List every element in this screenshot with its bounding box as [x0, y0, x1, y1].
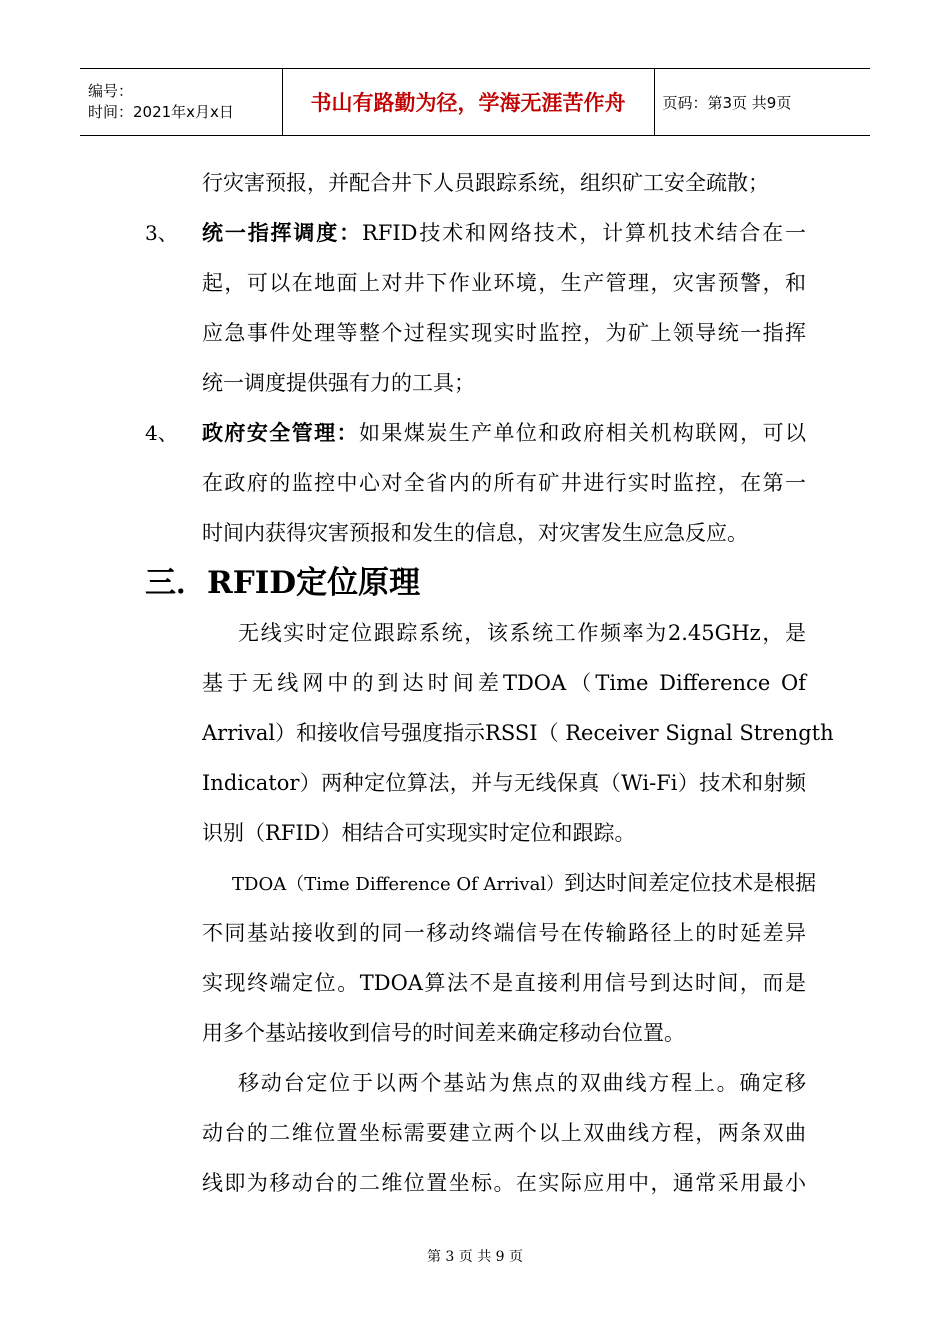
- paragraph-line: 在政府的监控中心对全省内的所有矿井进行实时监控，在第一: [202, 471, 806, 495]
- page-footer: 第 3 页 共 9 页: [426, 1249, 524, 1265]
- paragraph-line: 用多个基站接收到信号的时间差来确定移动台位置。: [202, 1021, 685, 1045]
- section-title: 三．RFID定位原理: [145, 565, 421, 601]
- paragraph-line: Indicator）两种定位算法，并与无线保真（Wi-Fi）技术和射频: [202, 771, 806, 795]
- list-item-text: RFID技术和网络技术，计算机技术结合在一: [361, 221, 807, 245]
- paragraph-line: 行灾害预报，并配合井下人员跟踪系统，组织矿工安全疏散；: [202, 171, 769, 195]
- list-item-text: 如果煤炭生产单位和政府相关机构联网，可以: [358, 421, 807, 445]
- paragraph-line: 时间内获得灾害预报和发生的信息，对灾害发生应急反应。: [202, 521, 748, 545]
- list-item-title: 统一指挥调度：: [202, 220, 362, 245]
- paragraph-line: 动台的二维位置坐标需要建立两个以上双曲线方程，两条双曲: [202, 1121, 806, 1145]
- paragraph-line: Arrival）和接收信号强度指示RSSI（ Receiver Signal Strength: [202, 721, 834, 745]
- doc-number-label: 编号：: [88, 82, 134, 100]
- doc-time-label: 时间：2021年x月x日: [88, 103, 234, 121]
- list-item-line: [202, 408, 806, 458]
- paragraph-line: 线即为移动台的二维位置坐标。在实际应用中，通常采用最小: [202, 1171, 806, 1195]
- list-number: 3、: [145, 221, 178, 245]
- list-number: 4、: [145, 421, 178, 445]
- paragraph-text: 到达时间差定位技术是根据: [564, 871, 817, 895]
- header-motto: 书山有路勤为径，学海无涯苦作舟: [310, 91, 626, 115]
- header-page-label: 页码：第3页 共9页: [654, 69, 870, 136]
- paragraph-line: 无线实时定位跟踪系统，该系统工作频率为2.45GHz，是: [238, 621, 806, 645]
- list-item-line: [202, 208, 806, 258]
- paragraph-line: 实现终端定位。TDOA算法不是直接利用信号到达时间，而是: [202, 971, 806, 995]
- paragraph-line: 不同基站接收到的同一移动终端信号在传输路径上的时延差异: [202, 921, 806, 945]
- paragraph-line: 识别（RFID）相结合可实现实时定位和跟踪。: [202, 821, 636, 845]
- list-item-title: 政府安全管理：: [202, 420, 359, 445]
- paragraph-line: 起，可以在地面上对井下作业环境，生产管理，灾害预警，和: [202, 271, 806, 295]
- paragraph-line: 统一调度提供强有力的工具；: [202, 371, 475, 395]
- paragraph-term: TDOA（Time Difference Of Arrival）: [232, 874, 565, 895]
- header-motto-cell: [282, 69, 654, 136]
- header-table: [80, 68, 870, 136]
- paragraph-line: 基于无线网中的到达时间差TDOA（Time Difference Of: [202, 671, 806, 695]
- header-meta: [80, 69, 282, 136]
- paragraph-line: [232, 858, 817, 908]
- paragraph-line: 移动台定位于以两个基站为焦点的双曲线方程上。确定移: [238, 1071, 806, 1095]
- paragraph-line: 应急事件处理等整个过程实现实时监控，为矿上领导统一指挥: [202, 321, 806, 345]
